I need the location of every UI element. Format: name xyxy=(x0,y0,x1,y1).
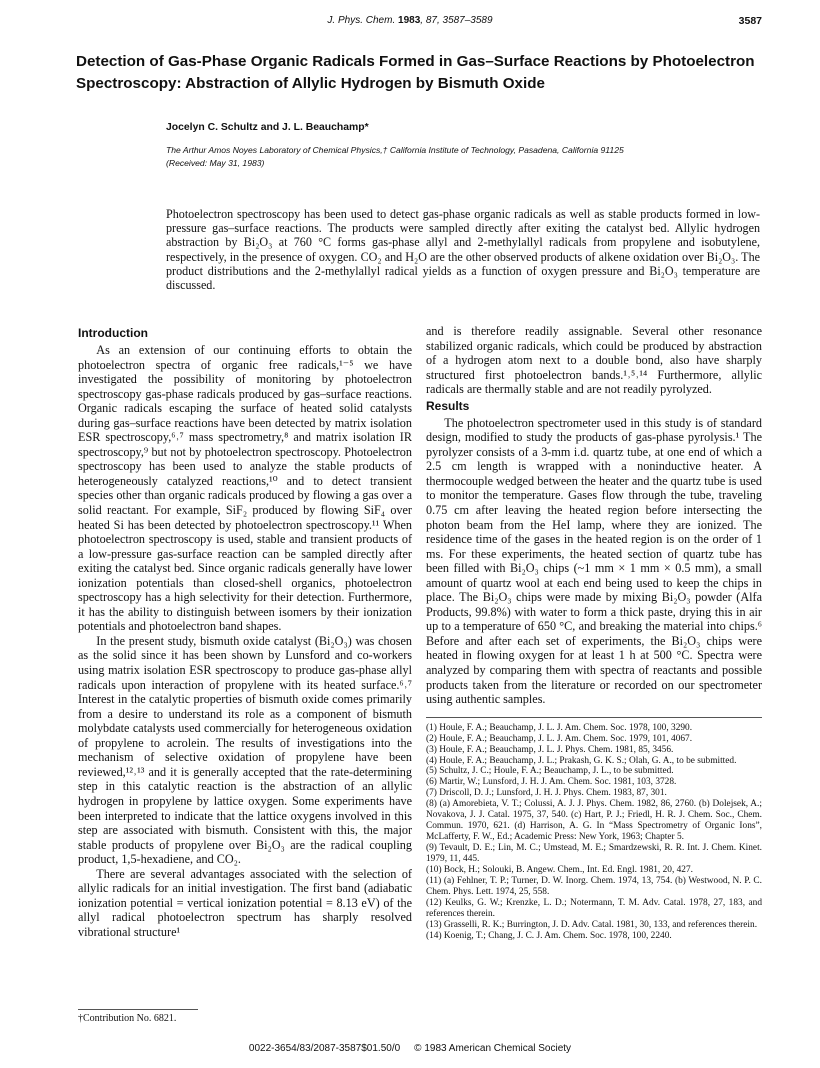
abstract: Photoelectron spectroscopy has been used to detect gas-phase organic radicals as well as stable products formed in low-pressure gas–surface reactions. The products were sampled directly after exiting the catalyst bed. Allylic hydrogen abstraction by Bi₂O₃ at 760 °C forms gas-phase allyl and 2-methylallyl radicals from propylene and isobutylene, respectively, in the presence of oxygen. CO₂ and H₂O are the other observed products of alkene oxidation over Bi₂O₃. The product distributions and the 2-methylallyl radical yields as a function of oxygen pressure and Bi₂O₃ temperature are discussed. xyxy=(166,207,760,293)
references-list xyxy=(426,717,762,942)
journal-name: J. Phys. Chem. xyxy=(327,15,396,26)
intro-paragraph-3: There are several advantages associated with the selection of allylic radicals for an initial investigation. The first band (adiabatic ionization potential = vertical ionization potential = 8.13 eV) of the allyl radical photoelectron spectrum has sharply resolved vibrational structure¹ xyxy=(78,866,412,939)
section-heading-introduction: Introduction xyxy=(78,326,148,340)
authors: Jocelyn C. Schultz and J. L. Beauchamp* xyxy=(166,122,369,133)
left-column xyxy=(78,324,412,939)
reference-item: (9) Tevault, D. E.; Lin, M. C.; Umstead, M. E.; Smardzewski, R. R. Int. J. Chem. Kinet. 1979, 11, 445. xyxy=(426,843,762,865)
reference-item: (3) Houle, F. A.; Beauchamp, J. L. J. Phys. Chem. 1981, 85, 3456. xyxy=(426,744,674,755)
reference-item: (6) Martir, W.; Lunsford, J. H. J. Am. Chem. Soc. 1981, 103, 3728. xyxy=(426,777,677,788)
reference-item: (1) Houle, F. A.; Beauchamp, J. L. J. Am. Chem. Soc. 1978, 100, 3290. xyxy=(426,722,693,733)
intro-paragraph-1: As an extension of our continuing efforts to obtain the photoelectron spectra of organic free radicals,¹⁻⁵ we have investigated the possibility of monitoring by photoelectron spectroscopy gas-phase radicals produced by gas–surface reactions. Organic radicals escaping the surface of heated solid catalysts during gas–surface reactions have been detected by matrix isolation ESR spectroscopy,⁶˒⁷ mass spectrometry,⁸ and matrix isolation IR spectroscopy,⁹ but not by photoelectron spectroscopy. Photoelectron spectroscopy has been used to analyze the stable products of heterogeneously catalyzed reactions,¹⁰ and to detect transient species other than organic radicals produced by flowing a gas over a solid reactant. For example, SiF₂ produced by flowing SiF₄ over heated Si has been detected by photoelectron spectroscopy.¹¹ When photoelectron spectroscopy is used, stable and transient products of a low-pressure gas-surface reaction can be sampled directly after exiting the catalyst bed. Since organic radicals generally have lower ionization potentials than closed-shell organics, photoelectron spectroscopy has a high selectivity for their detection. Furthermore, it has the ability to distinguish between isomers by their ionization potentials and photoelectron band shapes. xyxy=(78,343,412,634)
footnote: †Contribution No. 6821. xyxy=(78,1013,177,1024)
reference-item: (12) Keulks, G. W.; Krenzke, L. D.; Notermann, T. M. Adv. Catal. 1978, 27, 183, and references therein. xyxy=(426,897,762,919)
affiliation: The Arthur Amos Noyes Laboratory of Chemical Physics,† California Institute of Technology, Pasadena, California 91125 xyxy=(166,145,624,155)
volume-pages: , 87, 3587–3589 xyxy=(420,15,493,26)
reference-item: (7) Driscoll, D. J.; Lunsford, J. H. J. Phys. Chem. 1983, 87, 301. xyxy=(426,788,667,799)
copyright-notice: © 1983 American Chemical Society xyxy=(414,1043,572,1054)
page-number: 3587 xyxy=(738,15,762,27)
reference-item: (11) (a) Fehlner, T. P.; Turner, D. W. Inorg. Chem. 1974, 13, 754. (b) Westwood, N. P. C. Chem. Phys. Lett. 1974, 25, 558. xyxy=(426,876,762,897)
reference-item: (2) Houle, F. A.; Beauchamp, J. L. J. Am. Chem. Soc. 1979, 101, 4067. xyxy=(426,733,693,744)
results-paragraph: The photoelectron spectrometer used in this study is of standard design, modified to study the products of gas-phase pyrolysis.¹ The pyrolyzer consists of a 3-mm i.d. quartz tube, at one end of which a 2.5 cm length is wrapped with a noninductive heater. A thermocouple wedged between the heater and the quartz tube is used to monitor the temperature. Gases flow through the tube, traveling 0.75 cm after leaving the heated region before intersecting the photon beam from the HeI lamp, where they are ionized. The residence time of the gases in the heated region is on the order of 1 ms. For these experiments, the heated section of quartz tube has been filled with Bi₂O₃ chips (~1 mm × 1 mm × 0.5 mm), a small amount of quartz wool at each end being used to keep the chips in place. The Bi₂O₃ chips were made by mixing Bi₂O₃ powder (Alfa Products, 99.8%) with water to form a thick paste, drying this in air up to a temperature of 650 °C, and breaking the material into chips.⁶ Before and after each set of experiments, the Bi₂O₃ chips were heated in flowing oxygen for at least 1 h at 500 °C. Spectra were analyzed by comparing them with spectra of reactants and possible products taken from the literature or recorded on our spectrometer using authentic samples. xyxy=(426,415,762,707)
page-footer xyxy=(0,1043,820,1054)
paper-title: Detection of Gas-Phase Organic Radicals Formed in Gas–Surface Reactions by Photoelectron Spectroscopy: Abstraction of Allylic Hydrogen by Bismuth Oxide xyxy=(76,53,755,92)
section-heading-results: Results xyxy=(426,398,470,413)
right-column xyxy=(426,324,762,942)
document-code: 0022-3654/83/2087-3587$01.50/0 xyxy=(248,1043,401,1054)
footnote-rule xyxy=(78,1009,198,1010)
journal-year: 1983 xyxy=(398,15,421,26)
reference-item: (14) Koenig, T.; Chang, J. C. J. Am. Chem. Soc. 1978, 100, 2240. xyxy=(426,930,672,941)
affiliation-block xyxy=(166,144,624,170)
reference-item: (13) Grasselli, R. K.; Burrington, J. D. Adv. Catal. 1981, 30, 133, and references therein. xyxy=(426,919,758,930)
intro-paragraph-2: In the present study, bismuth oxide catalyst (Bi₂O₃) was chosen as the solid since it has been shown by Lunsford and co-workers using matrix isolation ESR spectroscopy to produce gas-phase allyl radicals upon interaction of propylene with its heated surface.⁶˒⁷ Interest in the catalytic properties of bismuth oxide comes primarily from a desire to understand its role as a component of bismuth molybdate catalysts used commercially for heterogeneous oxidation of propylene to acrolein. The results of investigations into the mechanism of selective oxidation of propylene have been reviewed,¹²˒¹³ and it is generally accepted that the rate-determining step in this catalytic reaction is the abstraction of an allylic hydrogen in propylene by lattice oxygen. Some experiments have been interpreted to indicate that the lattice oxygens involved in this step are associated with bismuth. Consistent with this, the major stable products of propylene over Bi₂O₃ are the radical coupling product, 1,5-hexadiene, and CO₂. xyxy=(78,633,412,867)
running-header xyxy=(0,15,820,26)
intro-continuation: and is therefore readily assignable. Several other resonance stabilized organic radicals, which could be produced by abstraction of a hydrogen atom next to a double bond, also have sharply structured first photoelectron bands.¹˒⁵˒¹⁴ Furthermore, allylic radicals are thermally stable and are not readily pyrolyzed. xyxy=(426,324,762,397)
reference-item: (5) Schultz, J. C.; Houle, F. A.; Beauchamp, J. L., to be submitted. xyxy=(426,766,674,777)
reference-item: (10) Bock, H.; Solouki, B. Angew. Chem., Int. Ed. Engl. 1981, 20, 427. xyxy=(426,865,693,876)
received-date: (Received: May 31, 1983) xyxy=(166,158,265,168)
reference-item: (8) (a) Amorebieta, V. T.; Colussi, A. J. J. Phys. Chem. 1982, 86, 2760. (b) Dolejsek, A.; Novakova, J. J. Catal. 1975, 37, 540. (c) Hart, P. J.; Friedl, H. R. J. Chem. Soc., Chem. Commun. 1970, 621. (d) Harrison, A. G. In “Mass Spectrometry of Organic Ions”, McLafferty, F. W., Ed.; Academic Press: New York, 1963; Chapter 5. xyxy=(426,799,762,843)
reference-item: (4) Houle, F. A.; Beauchamp, J. L.; Prakash, G. K. S.; Olah, G. A., to be submitted. xyxy=(426,755,737,766)
